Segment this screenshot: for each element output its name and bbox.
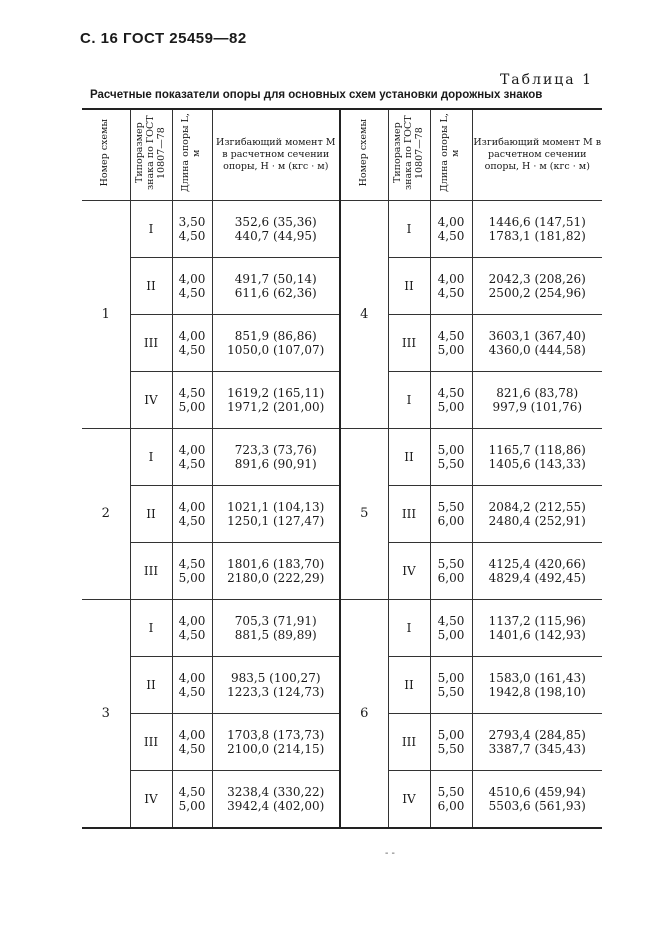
moment-value: 1137,2 (115,96) [488, 613, 586, 628]
header-moment: Изгибающий момент M в расчетном сечении опоры, Н · м (кгс · м) [472, 109, 602, 200]
bending-moment [212, 485, 340, 542]
length-value: 4,50 [437, 613, 465, 628]
scheme-number: 5 [340, 428, 388, 599]
support-length [172, 257, 212, 314]
length-value: 4,00 [178, 670, 206, 685]
scheme-number: 6 [340, 599, 388, 828]
bending-moment [212, 713, 340, 770]
length-value: 4,50 [178, 556, 206, 571]
length-value: 3,50 [178, 214, 206, 229]
length-value: 5,50 [437, 556, 465, 571]
moment-value: 3238,4 (330,22) [227, 784, 325, 799]
scan-mark: - - [385, 848, 395, 859]
sign-size: III [388, 314, 430, 371]
moment-value: 723,3 (73,76) [234, 442, 317, 457]
support-length [172, 770, 212, 828]
header-size: Типоразмер знака по ГОСТ 10807—78 [388, 109, 430, 200]
moment-value: 3387,7 (345,43) [488, 741, 586, 756]
length-value: 4,50 [178, 285, 206, 300]
moment-value: 1619,2 (165,11) [227, 385, 325, 400]
moment-value: 851,9 (86,86) [234, 328, 317, 343]
moment-value: 1446,6 (147,51) [488, 214, 586, 229]
moment-value: 705,3 (71,91) [234, 613, 317, 628]
length-value: 6,00 [437, 513, 465, 528]
support-length [430, 257, 472, 314]
length-value: 4,50 [178, 342, 206, 357]
length-value: 5,00 [178, 570, 206, 585]
bending-moment [212, 371, 340, 428]
header-length: Длина опоры L, м [430, 109, 472, 200]
sign-size: I [388, 371, 430, 428]
bending-moment [212, 314, 340, 371]
length-value: 4,50 [437, 328, 465, 343]
support-length [172, 428, 212, 485]
sign-size: III [388, 713, 430, 770]
sign-size: II [130, 656, 172, 713]
sign-size: II [388, 656, 430, 713]
moment-value: 1971,2 (201,00) [227, 399, 325, 414]
moment-value: 4829,4 (492,45) [488, 570, 586, 585]
bending-moment [472, 770, 602, 828]
length-value: 5,00 [437, 442, 465, 457]
header-length: Длина опоры L, м [172, 109, 212, 200]
moment-value: 2100,0 (214,15) [227, 741, 325, 756]
moment-value: 3942,4 (402,00) [227, 798, 325, 813]
moment-value: 1783,1 (181,82) [488, 228, 586, 243]
length-value: 4,00 [437, 271, 465, 286]
length-value: 6,00 [437, 798, 465, 813]
length-value: 5,00 [437, 399, 465, 414]
length-value: 5,00 [178, 798, 206, 813]
moment-value: 4510,6 (459,94) [488, 784, 586, 799]
support-length [430, 314, 472, 371]
moment-value: 352,6 (35,36) [234, 214, 317, 229]
sign-size: I [388, 599, 430, 656]
moment-value: 1401,6 (142,93) [488, 627, 586, 642]
moment-value: 997,9 (101,76) [492, 399, 583, 414]
length-value: 4,50 [178, 784, 206, 799]
moment-value: 2180,0 (222,29) [227, 570, 325, 585]
support-length [430, 200, 472, 257]
moment-value: 1165,7 (118,86) [488, 442, 586, 457]
moment-value: 2793,4 (284,85) [488, 727, 586, 742]
bending-moment [472, 257, 602, 314]
sign-size: I [130, 599, 172, 656]
sign-size: III [130, 542, 172, 599]
support-length [172, 656, 212, 713]
bending-moment [472, 485, 602, 542]
length-value: 5,50 [437, 499, 465, 514]
length-value: 4,50 [178, 456, 206, 471]
length-value: 4,50 [178, 228, 206, 243]
table-label: Таблица 1 [499, 72, 593, 88]
support-length [430, 713, 472, 770]
scheme-number: 4 [340, 200, 388, 428]
length-value: 4,50 [437, 385, 465, 400]
length-value: 5,00 [437, 627, 465, 642]
bending-moment [472, 713, 602, 770]
bending-moment [472, 371, 602, 428]
length-value: 4,00 [178, 613, 206, 628]
length-value: 4,00 [178, 271, 206, 286]
length-value: 6,00 [437, 570, 465, 585]
header-scheme: Номер схемы [340, 109, 388, 200]
length-value: 4,00 [178, 499, 206, 514]
moment-value: 3603,1 (367,40) [488, 328, 586, 343]
support-length [430, 542, 472, 599]
header-scheme: Номер схемы [82, 109, 130, 200]
length-value: 4,00 [178, 328, 206, 343]
support-length [172, 599, 212, 656]
length-value: 5,50 [437, 456, 465, 471]
moment-value: 1050,0 (107,07) [227, 342, 325, 357]
support-length [430, 770, 472, 828]
sign-size: IV [388, 770, 430, 828]
support-length [430, 371, 472, 428]
scheme-number: 2 [82, 428, 130, 599]
sign-size: I [388, 200, 430, 257]
table-row [82, 599, 602, 656]
moment-value: 611,6 (62,36) [234, 285, 317, 300]
header-row [82, 109, 602, 200]
sign-size: II [388, 428, 430, 485]
bending-moment [472, 428, 602, 485]
table-row [82, 200, 602, 257]
moment-value: 4125,4 (420,66) [488, 556, 586, 571]
bending-moment [472, 200, 602, 257]
bending-moment [472, 314, 602, 371]
moment-value: 1583,0 (161,43) [488, 670, 586, 685]
moment-value: 821,6 (83,78) [496, 385, 579, 400]
table-body [82, 200, 602, 828]
support-length [430, 656, 472, 713]
bending-moment [212, 200, 340, 257]
moment-value: 1405,6 (143,33) [488, 456, 586, 471]
support-length [430, 599, 472, 656]
moment-value: 491,7 (50,14) [234, 271, 317, 286]
support-length [172, 314, 212, 371]
length-value: 4,00 [178, 727, 206, 742]
length-value: 4,50 [178, 627, 206, 642]
bending-moment [472, 542, 602, 599]
scheme-number: 1 [82, 200, 130, 428]
sign-size: IV [130, 770, 172, 828]
bending-moment [212, 257, 340, 314]
moment-value: 1801,6 (183,70) [227, 556, 325, 571]
sign-size: II [130, 485, 172, 542]
length-value: 4,50 [178, 741, 206, 756]
support-length [172, 200, 212, 257]
length-value: 5,00 [437, 727, 465, 742]
sign-size: I [130, 428, 172, 485]
length-value: 5,50 [437, 684, 465, 699]
moment-value: 1703,8 (173,73) [227, 727, 325, 742]
sign-size: III [130, 713, 172, 770]
length-value: 5,00 [178, 399, 206, 414]
moment-value: 1250,1 (127,47) [227, 513, 325, 528]
table-row [82, 428, 602, 485]
sign-size: IV [388, 542, 430, 599]
sign-size: I [130, 200, 172, 257]
support-length [172, 371, 212, 428]
moment-value: 1021,1 (104,13) [227, 499, 325, 514]
sign-size: III [388, 485, 430, 542]
support-length [172, 485, 212, 542]
bending-moment [212, 770, 340, 828]
moment-value: 5503,6 (561,93) [488, 798, 586, 813]
moment-value: 1223,3 (124,73) [227, 684, 325, 699]
length-value: 5,00 [437, 342, 465, 357]
moment-value: 983,5 (100,27) [230, 670, 321, 685]
support-length [430, 428, 472, 485]
length-value: 5,50 [437, 784, 465, 799]
length-value: 4,50 [437, 285, 465, 300]
length-value: 4,00 [437, 214, 465, 229]
length-value: 5,00 [437, 670, 465, 685]
scheme-number: 3 [82, 599, 130, 828]
moment-value: 4360,0 (444,58) [488, 342, 586, 357]
length-value: 4,50 [178, 385, 206, 400]
length-value: 5,50 [437, 741, 465, 756]
bending-moment [472, 656, 602, 713]
moment-value: 1942,8 (198,10) [488, 684, 586, 699]
page-header: С. 16 ГОСТ 25459—82 [80, 30, 247, 47]
sign-size: III [130, 314, 172, 371]
bending-moment [472, 599, 602, 656]
moment-value: 881,5 (89,89) [234, 627, 317, 642]
moment-value: 2042,3 (208,26) [488, 271, 586, 286]
bending-moment [212, 542, 340, 599]
moment-value: 2500,2 (254,96) [488, 285, 586, 300]
table-title: Расчетные показатели опоры для основных схем установки дорожных знаков [90, 89, 543, 101]
bending-moment [212, 656, 340, 713]
moment-value: 2480,4 (252,91) [488, 513, 586, 528]
moment-value: 891,6 (90,91) [234, 456, 317, 471]
sign-size: II [130, 257, 172, 314]
header-size: Типоразмер знака по ГОСТ 10807—78 [130, 109, 172, 200]
moment-value: 440,7 (44,95) [234, 228, 317, 243]
sign-size: II [388, 257, 430, 314]
support-length [430, 485, 472, 542]
moment-value: 2084,2 (212,55) [488, 499, 586, 514]
bending-moment [212, 428, 340, 485]
bending-moment [212, 599, 340, 656]
length-value: 4,50 [178, 684, 206, 699]
support-length [172, 713, 212, 770]
length-value: 4,50 [178, 513, 206, 528]
length-value: 4,50 [437, 228, 465, 243]
header-moment: Изгибающий момент M в расчетном сечении опоры, Н · м (кгс · м) [212, 109, 340, 200]
support-length [172, 542, 212, 599]
length-value: 4,00 [178, 442, 206, 457]
support-loads-table [82, 108, 602, 829]
sign-size: IV [130, 371, 172, 428]
